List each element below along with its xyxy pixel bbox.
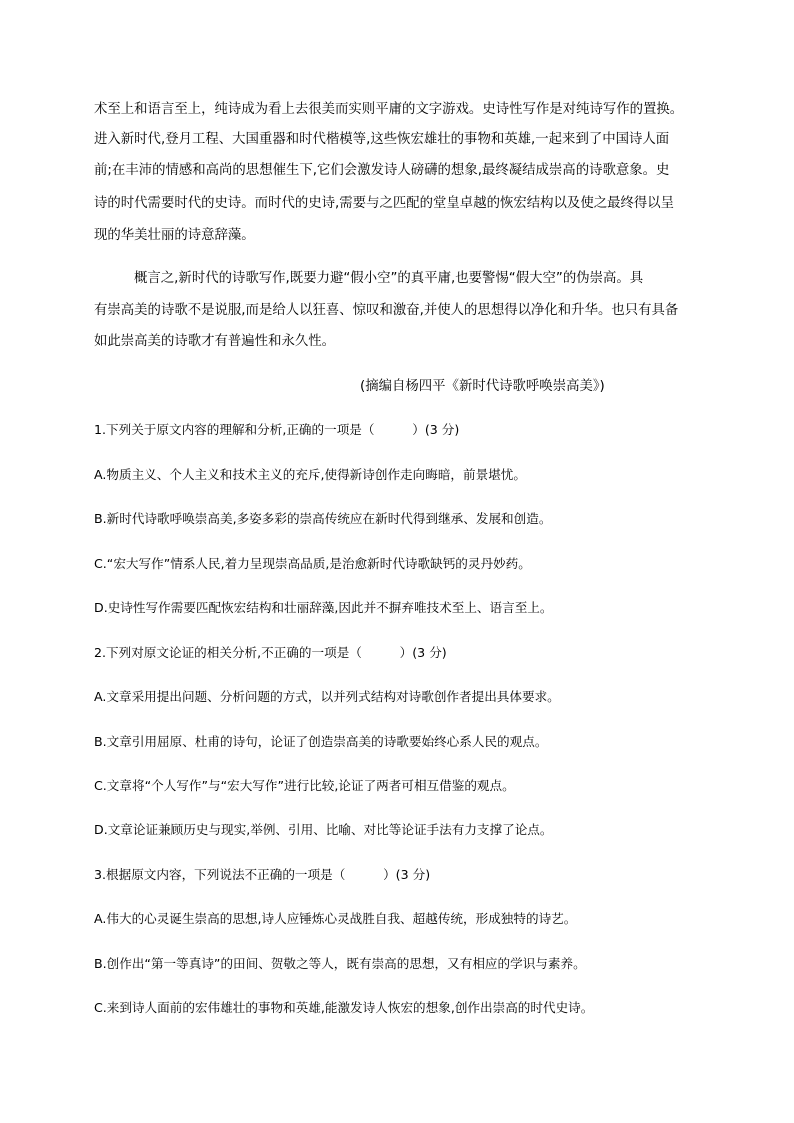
question-3-option-c: C.来到诗人面前的宏伟雄壮的事物和英雄,能激发诗人恢宏的想象,创作出崇高的时代史诗。 — [94, 1000, 594, 1015]
question-2-option-b: B.文章引用屈原、杜甫的诗句，论证了创造崇高美的诗歌要始终心系人民的观点。 — [94, 734, 548, 749]
question-1-option-d: D.史诗性写作需要匹配恢宏结构和壮丽辞藻,因此并不摒弃唯技术至上、语言至上。 — [94, 600, 553, 615]
question-1-option-c: C.“宏大写作”情系人民,着力呈现崇高品质,是治愈新时代诗歌缺钙的灵丹妙药。 — [94, 556, 531, 571]
question-2-stem: 2.下列对原文论证的相关分析,不正确的一项是（ ）(3 分) — [94, 645, 447, 660]
passage-line: 概言之,新时代的诗歌写作,既要力避“假小空”的真平庸,也要警惕“假大空”的伪崇高。具 — [134, 271, 644, 286]
question-2-option-a: A.文章采用提出问题、分析问题的方式，以并列式结构对诗歌创作者提出具体要求。 — [94, 689, 560, 704]
passage-line: 进入新时代,登月工程、大国重器和时代楷模等,这些恢宏雄壮的事物和英雄,一起来到了中国诗人面 — [94, 132, 670, 147]
question-3-option-a: A.伟大的心灵诞生崇高的思想,诗人应锤炼心灵战胜自我、超越传统，形成独特的诗艺。 — [94, 911, 577, 926]
question-1-option-b: B.新时代诗歌呼唤崇高美,多姿多彩的崇高传统应在新时代得到继承、发展和创造。 — [94, 511, 552, 526]
passage-line: 诗的时代需要时代的史诗。而时代的史诗,需要与之匹配的堂皇卓越的恢宏结构以及使之最终得以呈 — [94, 196, 675, 211]
question-1-option-a: A.物质主义、个人主义和技术主义的充斥,使得新诗创作走向晦暗，前景堪忧。 — [94, 467, 526, 482]
passage-line: 如此崇高美的诗歌才有普遍性和永久性。 — [94, 334, 336, 349]
passage-source: (摘编自杨四平《新时代诗歌呼唤崇高美》) — [360, 379, 605, 394]
question-1-stem: 1.下列关于原文内容的理解和分析,正确的一项是（ ）(3 分) — [94, 422, 460, 437]
question-2-option-c: C.文章将“个人写作”与“宏大写作”进行比较,论证了两者可相互借鉴的观点。 — [94, 778, 515, 793]
passage-line: 现的华美壮丽的诗意辞藻。 — [94, 228, 255, 243]
passage-line: 有崇高美的诗歌不是说服,而是给人以狂喜、惊叹和激奋,并使人的思想得以净化和升华。也只有具备 — [94, 303, 679, 318]
passage-line: 前;在丰沛的情感和高尚的思想催生下,它们会激发诗人磅礴的想象,最终凝结成崇高的诗歌意象。史 — [94, 163, 670, 178]
question-3-option-b: B.创作出“第一等真诗”的田间、贺敬之等人，既有崇高的思想，又有相应的学识与素养。 — [94, 956, 586, 971]
passage-line: 术至上和语言至上，纯诗成为看上去很美而实则平庸的文字游戏。史诗性写作是对纯诗写作的置换。 — [94, 102, 684, 117]
question-3-stem: 3.根据原文内容，下列说法不正确的一项是（ ）(3 分) — [94, 867, 431, 882]
question-2-option-d: D.文章论证兼顾历史与现实,举例、引用、比喻、对比等论证手法有力支撑了论点。 — [94, 822, 553, 837]
